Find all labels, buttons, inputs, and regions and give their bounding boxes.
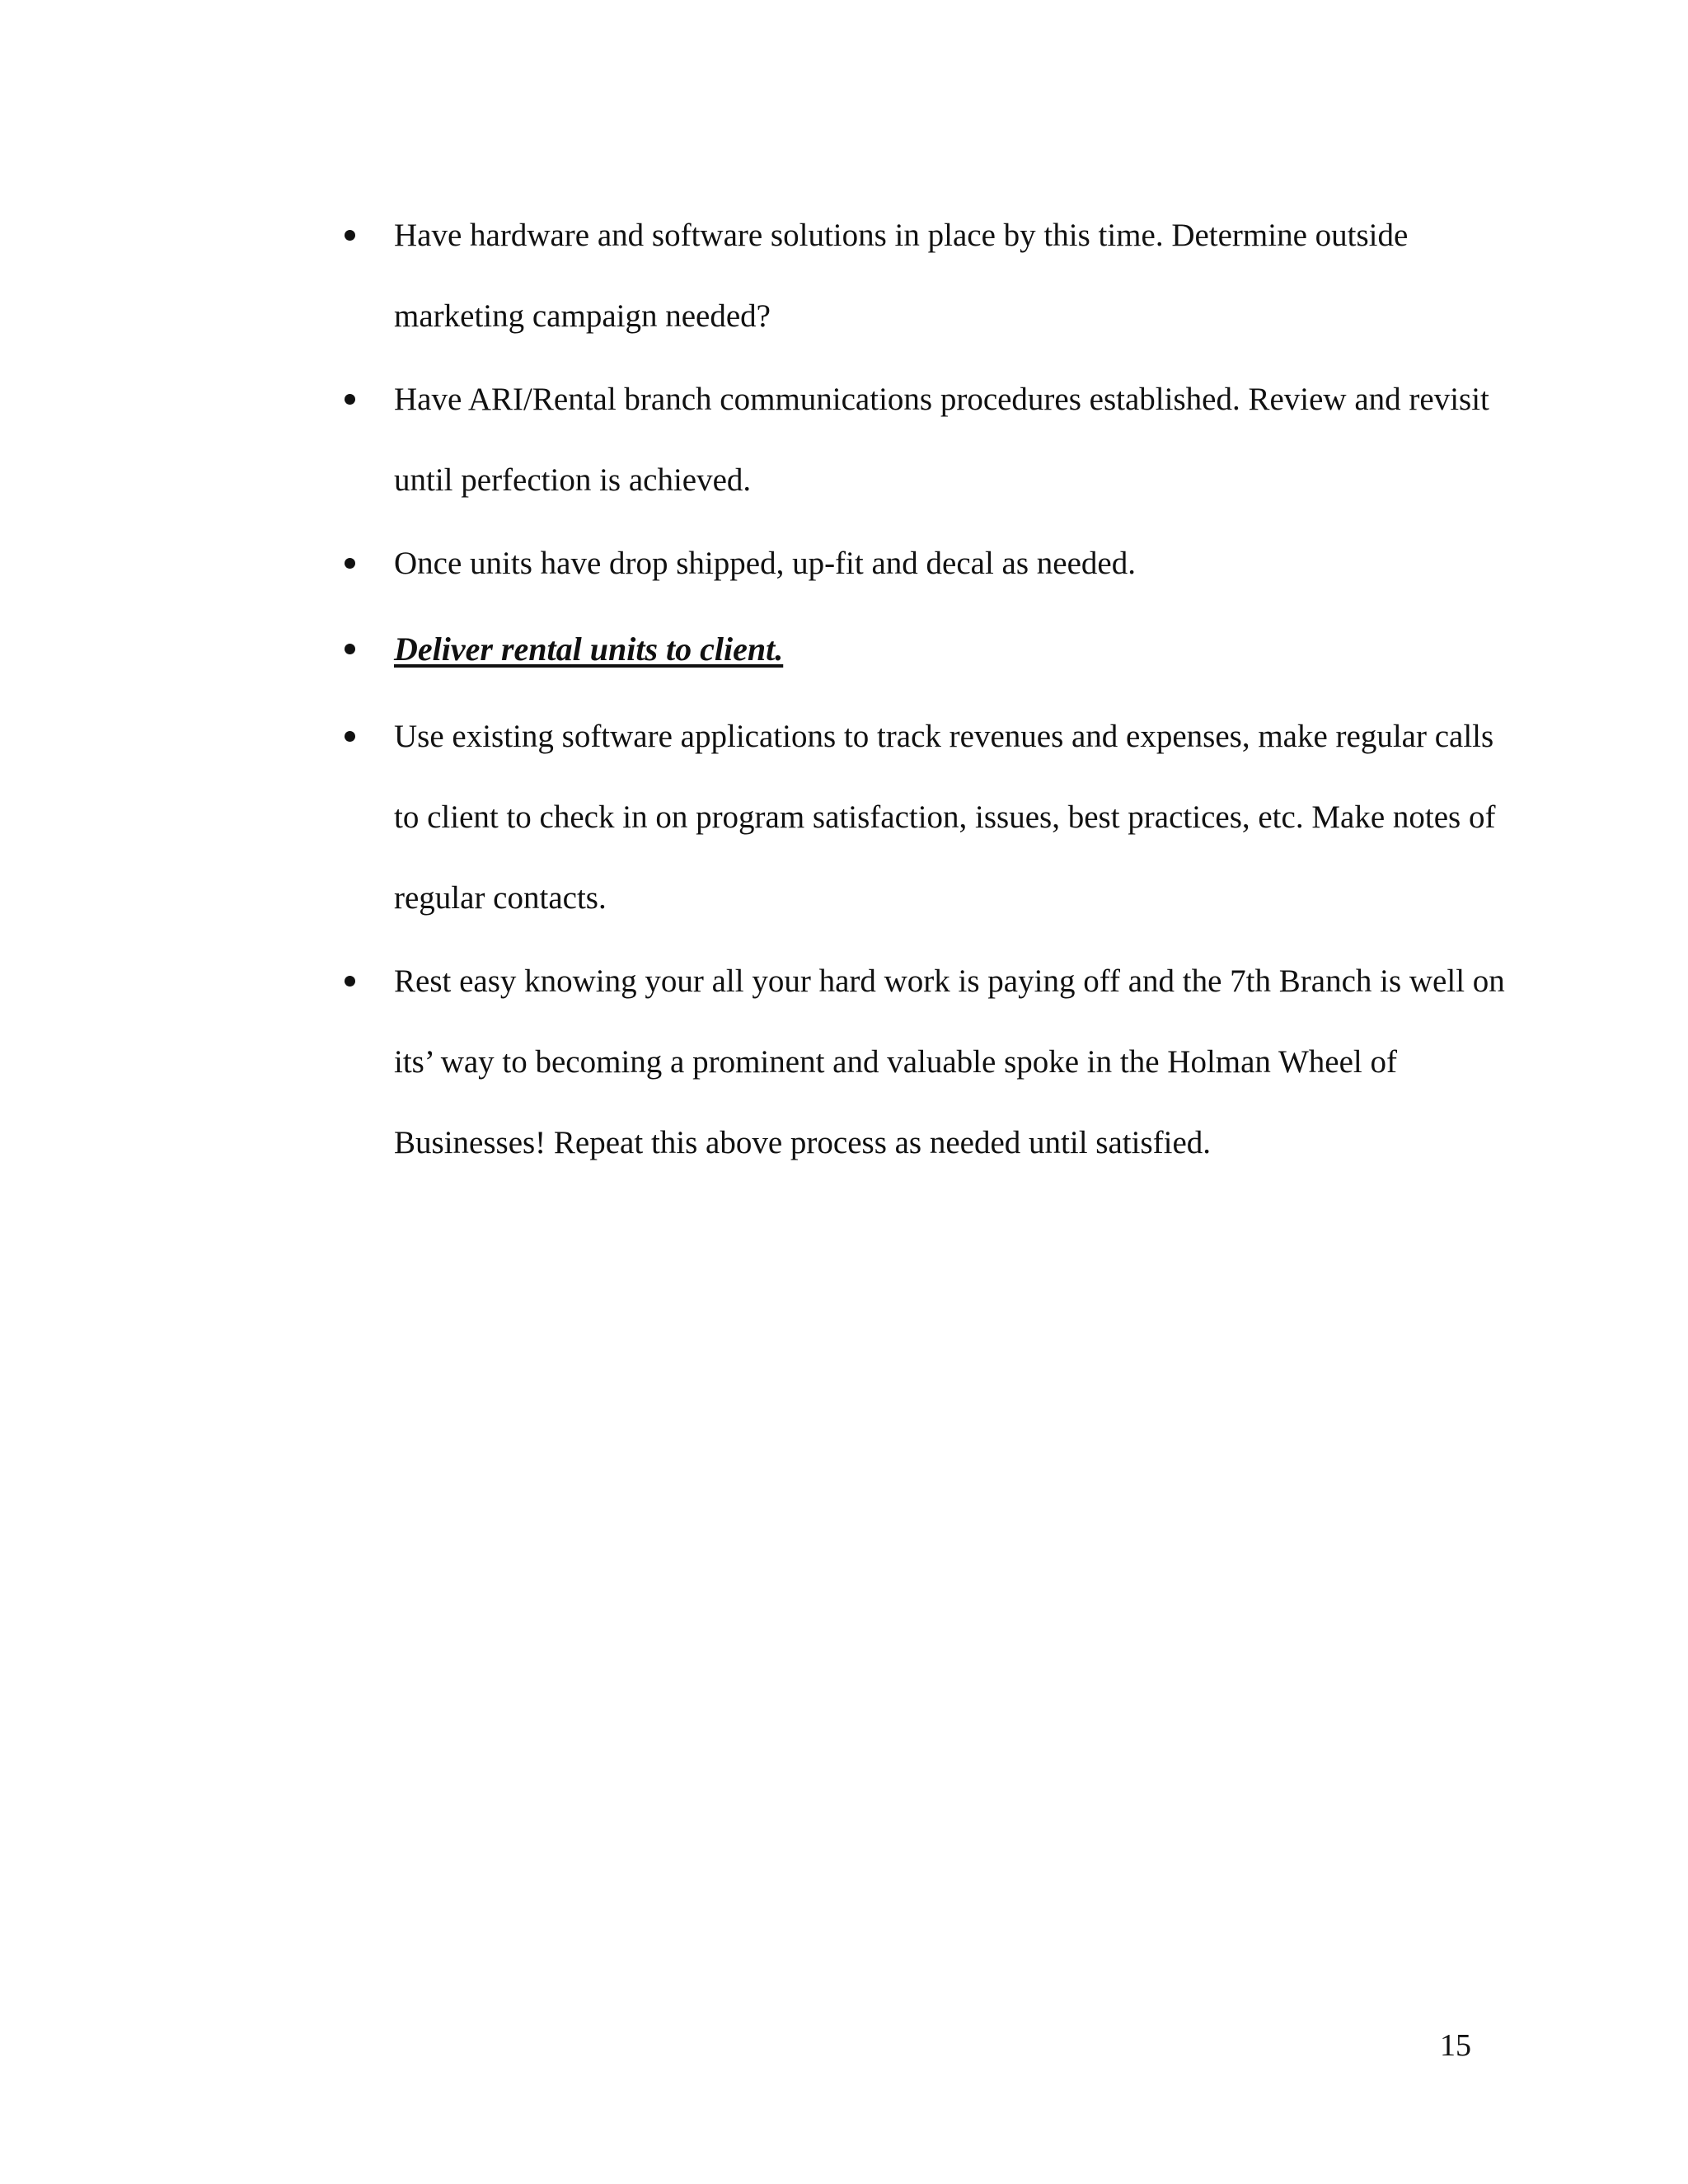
bullet-text: Use existing software applications to track revenues and expenses, make regular calls to client to check in on program satisfaction, issues, best practices, etc. Make notes of regular contacts. bbox=[394, 719, 1496, 916]
bullet-item bbox=[345, 359, 1507, 521]
bullet-text: Once units have drop shipped, up-fit and decal as needed. bbox=[394, 546, 1136, 581]
page-number: 15 bbox=[1440, 2028, 1471, 2063]
bullet-text: Have hardware and software solutions in place by this time. Determine outside marketing campaign needed? bbox=[394, 218, 1409, 334]
bullet-dot-icon bbox=[345, 558, 355, 569]
bullet-item bbox=[345, 696, 1507, 939]
bullet-dot-icon bbox=[345, 731, 355, 742]
bullet-item bbox=[345, 941, 1507, 1183]
bullet-text: Have ARI/Rental branch communications procedures established. Review and revisit until perfection is achieved. bbox=[394, 382, 1489, 498]
bullet-text-emphasized: Deliver rental units to client. bbox=[394, 630, 784, 668]
bullet-item-emphasized bbox=[345, 609, 1507, 690]
bullet-dot-icon bbox=[345, 230, 355, 241]
bullet-text: Rest easy knowing your all your hard work is paying off and the 7th Branch is well on its’ way to becoming a prominent and valuable spoke in the Holman Wheel of Businesses! Repeat this above process as needed until satisfied. bbox=[394, 963, 1505, 1160]
bullet-list bbox=[345, 195, 1507, 1186]
bullet-dot-icon bbox=[345, 644, 355, 654]
bullet-item bbox=[345, 195, 1507, 357]
bullet-dot-icon bbox=[345, 976, 355, 987]
bullet-dot-icon bbox=[345, 394, 355, 405]
bullet-item bbox=[345, 523, 1507, 604]
